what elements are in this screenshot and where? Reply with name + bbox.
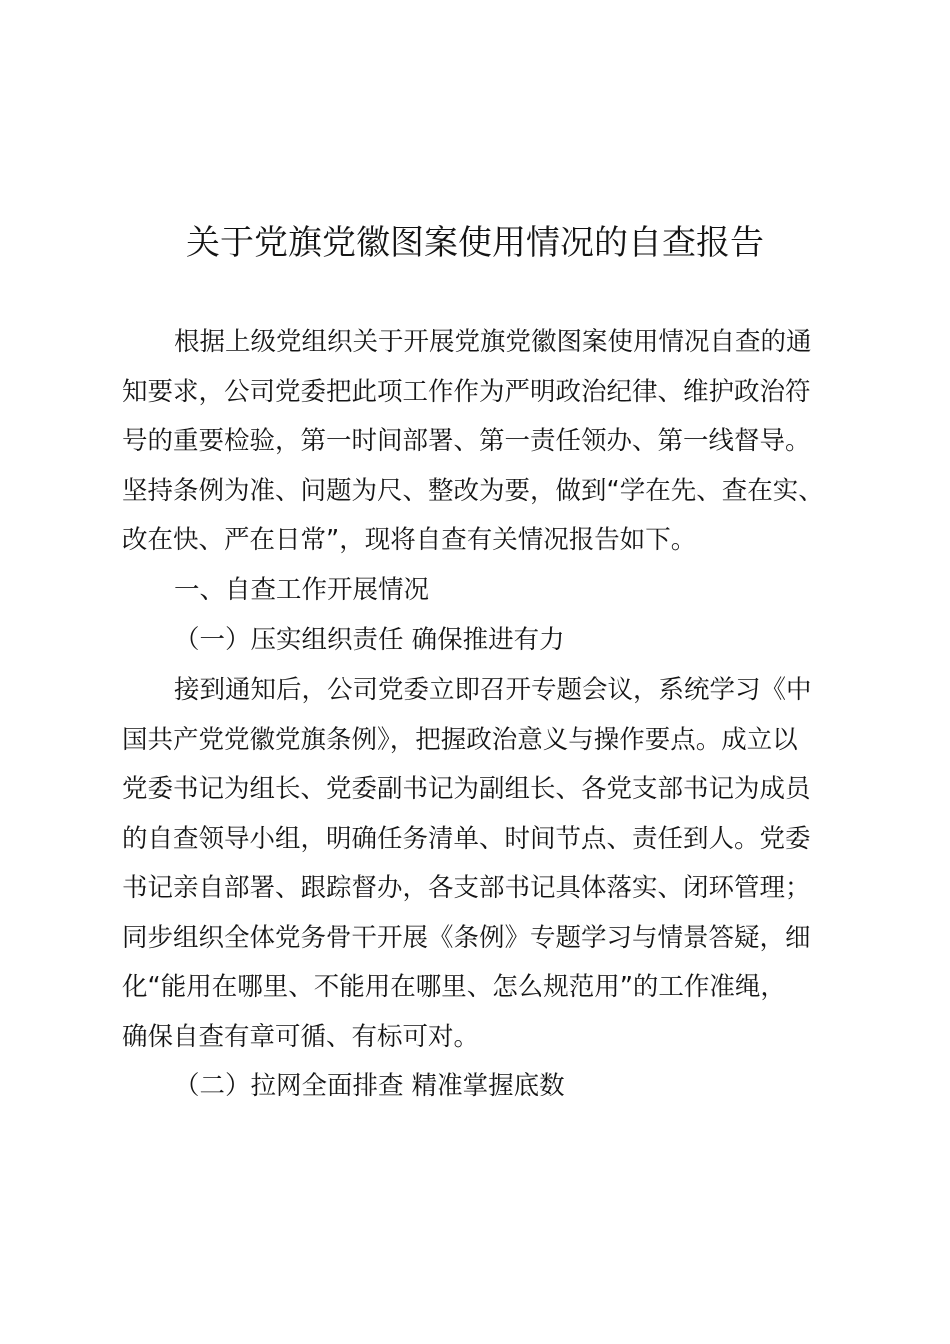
text-line: 党委书记为组长、党委副书记为副组长、各党支部书记为成员	[122, 774, 811, 804]
text-line: 同步组织全体党务骨干开展《条例》专题学习与情景答疑，细	[122, 922, 811, 953]
text-line: 化“能用在哪里、不能用在哪里、怎么规范用”的工作准绳，	[122, 972, 786, 1002]
subsection-heading: （一）压实组织责任 确保推进有力	[174, 625, 565, 655]
text-line: 根据上级党组织关于开展党旗党徽图案使用情况自查的通	[174, 327, 812, 357]
intro-paragraph	[122, 318, 832, 566]
text-line: 国共产党党徽党旗条例》，把握政治意义与操作要点。成立以	[122, 724, 798, 755]
text-line: 书记亲自部署、跟踪督办，各支部书记具体落实、闭环管理；	[122, 873, 811, 903]
document-title: 关于党旗党徽图案使用情况的自查报告	[186, 223, 764, 263]
text-line: 的自查领导小组，明确任务清单、时间节点、责任到人。党委	[122, 823, 811, 854]
subsection-1-paragraph	[122, 666, 832, 1062]
section-heading: 一、自查工作开展情况	[174, 575, 430, 605]
text-line: 接到通知后，公司党委立即召开专题会议，系统学习《中	[174, 675, 812, 705]
text-line: 改在快、严在日常”，现将自查有关情况报告如下。	[122, 525, 697, 555]
subsection-heading: （二）拉网全面排查 精准掌握底数	[174, 1071, 565, 1101]
text-line: 号的重要检验，第一时间部署、第一责任领办、第一线督导。	[122, 426, 811, 456]
text-line: 坚持条例为准、问题为尺、整改为要，做到“学在先、查在实、	[122, 475, 824, 506]
text-line: 确保自查有章可循、有标可对。	[122, 1021, 480, 1052]
text-line: 知要求，公司党委把此项工作作为严明政治纪律、维护政治符	[122, 376, 811, 407]
